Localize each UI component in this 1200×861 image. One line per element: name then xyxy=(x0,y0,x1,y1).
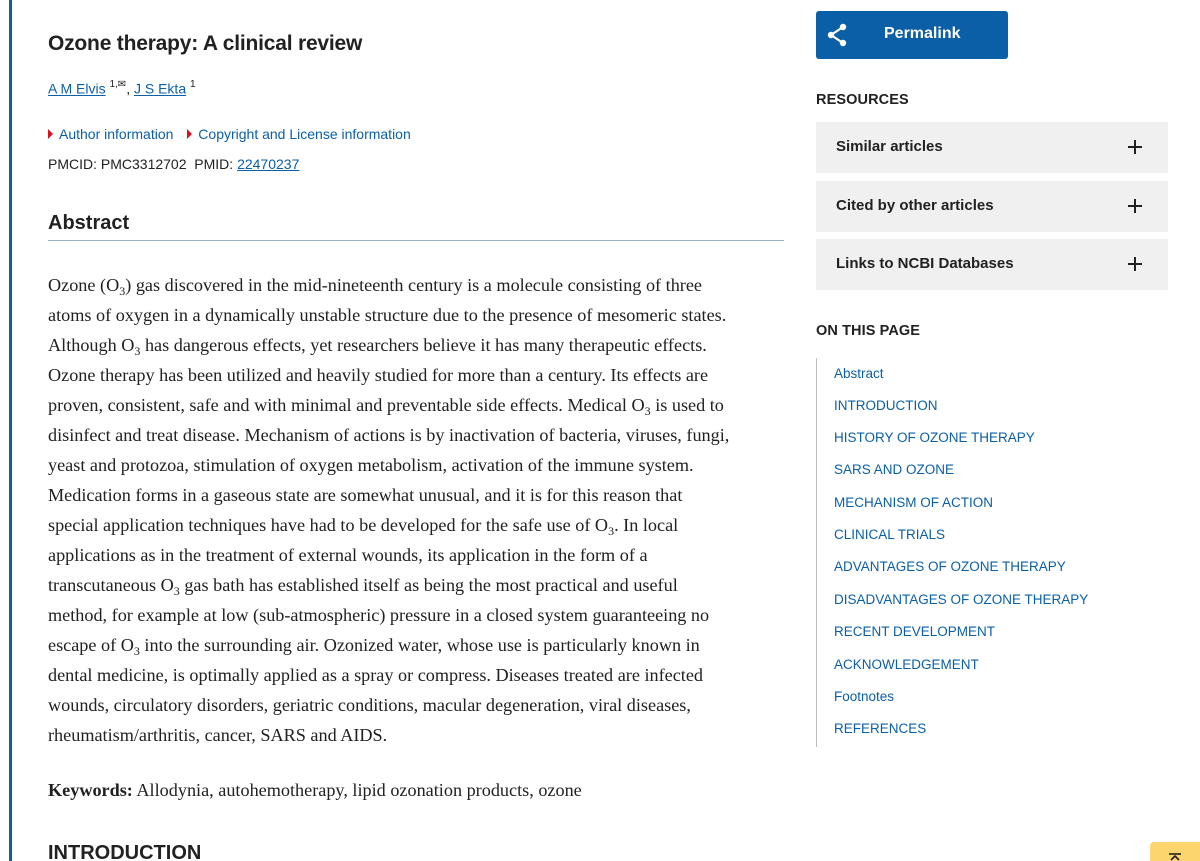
toc-item-footnotes[interactable]: Footnotes xyxy=(834,689,895,704)
keywords xyxy=(48,780,582,801)
subscript: 3 xyxy=(644,404,651,418)
abstract-line xyxy=(48,330,788,360)
toc-item-abstract[interactable]: Abstract xyxy=(834,366,884,381)
abstract-line xyxy=(48,720,788,750)
abstract-text-run: Ozone (O xyxy=(48,275,120,295)
article-info-links xyxy=(48,126,421,142)
pmcid-label: PMCID: xyxy=(48,156,97,172)
toc-item-recent-development[interactable]: RECENT DEVELOPMENT xyxy=(834,624,996,639)
author-list xyxy=(48,80,196,97)
cited-by-accordion[interactable] xyxy=(816,181,1168,232)
toc-item-disadvantages[interactable]: DISADVANTAGES OF OZONE THERAPY xyxy=(834,592,1089,607)
author-information-label: Author information xyxy=(59,126,174,142)
author-link[interactable]: A M Elvis xyxy=(48,80,106,97)
toc-item-clinical-trials[interactable]: CLINICAL TRIALS xyxy=(834,527,946,542)
abstract-line xyxy=(48,390,788,420)
abstract-text-run: transcutaneous O xyxy=(48,575,174,595)
accordion-label: Cited by other articles xyxy=(836,197,994,214)
share-icon xyxy=(826,23,848,47)
abstract-text-run: . In local xyxy=(614,515,679,535)
permalink-label: Permalink xyxy=(884,25,961,42)
abstract-text-run: Although O xyxy=(48,335,135,355)
abstract-text-run: proven, consistent, safe and with minimal and preventable side effects. Medical O xyxy=(48,395,645,415)
pmid-label: PMID: xyxy=(194,156,234,172)
accordion-label: Links to NCBI Databases xyxy=(836,255,1014,272)
toc-item-history[interactable]: HISTORY OF OZONE THERAPY xyxy=(834,430,1035,445)
abstract-text-run: applications as in the treatment of external wounds, its application in the form of a xyxy=(48,545,648,565)
abstract-line xyxy=(48,420,788,450)
author-affiliation-sup[interactable]: 1,✉ xyxy=(109,79,127,90)
abstract-line xyxy=(48,450,788,480)
ncbi-databases-accordion[interactable] xyxy=(816,239,1168,290)
abstract-text-run: disinfect and treat disease. Mechanism of actions is by inactivation of bacteria, viruses, fungi, xyxy=(48,425,730,445)
abstract-line xyxy=(48,480,788,510)
article-identifiers xyxy=(48,156,299,172)
subscript: 3 xyxy=(608,524,615,538)
toc-item-sars[interactable]: SARS AND OZONE xyxy=(834,462,955,477)
copyright-license-label: Copyright and License information xyxy=(198,126,411,142)
accordion-label: Similar articles xyxy=(836,138,943,155)
keywords-label: Keywords: xyxy=(48,780,133,800)
abstract-text-run: is used to xyxy=(650,395,724,415)
pmid-link[interactable]: 22470237 xyxy=(237,156,300,172)
abstract-heading: Abstract xyxy=(48,212,784,241)
on-this-page-heading: ON THIS PAGE xyxy=(816,323,921,339)
abstract-line xyxy=(48,270,788,300)
abstract-text-run: gas bath has established itself as being the most practical and useful xyxy=(179,575,678,595)
abstract-text-run: special application techniques have had to be developed for the safe use of O xyxy=(48,515,609,535)
toc-item-introduction[interactable]: INTRODUCTION xyxy=(834,398,938,413)
abstract-text-run: method, for example at low (sub-atmospheric) pressure in a closed system guaranteeing no xyxy=(48,605,710,625)
plus-icon xyxy=(1128,140,1142,154)
article-title: Ozone therapy: A clinical review xyxy=(48,32,363,55)
subscript: 3 xyxy=(173,584,180,598)
abstract-text-run: has dangerous effects, yet researchers believe it has many therapeutic effects. xyxy=(140,335,707,355)
abstract-line xyxy=(48,300,788,330)
expand-triangle-icon xyxy=(48,129,53,139)
permalink-button[interactable] xyxy=(816,11,1008,59)
author-separator: , xyxy=(126,80,131,97)
abstract-text-run: dental medicine, is optimally applied as a spray or compress. Diseases treated are infected xyxy=(48,665,704,685)
introduction-heading: INTRODUCTION xyxy=(48,842,202,861)
toc-item-acknowledgement[interactable]: ACKNOWLEDGEMENT xyxy=(834,657,979,672)
subscript: 3 xyxy=(119,284,126,298)
copyright-license-toggle[interactable] xyxy=(187,126,410,142)
toc-item-mechanism[interactable]: MECHANISM OF ACTION xyxy=(834,495,994,510)
abstract-text-run: Ozone therapy has been utilized and heavily studied for more than a century. Its effects are xyxy=(48,365,709,385)
author-affiliation-sup[interactable]: 1 xyxy=(190,79,196,90)
abstract-text xyxy=(48,270,788,750)
on-this-page-nav xyxy=(816,358,1168,747)
abstract-line xyxy=(48,540,788,570)
subscript: 3 xyxy=(133,644,140,658)
abstract-text-run: wounds, circulatory disorders, geriatric conditions, macular degeneration, viral diseases, xyxy=(48,695,691,715)
similar-articles-accordion[interactable] xyxy=(816,122,1168,173)
back-to-top-button[interactable] xyxy=(1150,842,1200,861)
toc-item-advantages[interactable]: ADVANTAGES OF OZONE THERAPY xyxy=(834,559,1066,574)
plus-icon xyxy=(1128,257,1142,271)
abstract-text-run: ) gas discovered in the mid-nineteenth century is a molecule consisting of three xyxy=(125,275,702,295)
subscript: 3 xyxy=(134,344,141,358)
abstract-line xyxy=(48,690,788,720)
abstract-text-run: Medication forms in a gaseous state are somewhat unusual, and it is for this reason that xyxy=(48,485,683,505)
expand-triangle-icon xyxy=(187,129,192,139)
abstract-text-run: atoms of oxygen in a dynamically unstable structure due to the presence of mesomeric states. xyxy=(48,305,727,325)
abstract-text-run: into the surrounding air. Ozonized water, whose use is particularly known in xyxy=(139,635,700,655)
abstract-line xyxy=(48,600,788,630)
author-link[interactable]: J S Ekta xyxy=(133,80,187,97)
abstract-line xyxy=(48,630,788,660)
abstract-line xyxy=(48,360,788,390)
abstract-line xyxy=(48,660,788,690)
abstract-text-run: yeast and protozoa, stimulation of oxygen metabolism, activation of the immune system. xyxy=(48,455,694,475)
pmcid-value: PMC3312702 xyxy=(100,156,187,172)
resources-heading: RESOURCES xyxy=(816,92,909,108)
arrow-up-icon xyxy=(1169,852,1181,861)
plus-icon xyxy=(1128,199,1142,213)
abstract-text-run: rheumatism/arthritis, cancer, SARS and AIDS. xyxy=(48,725,388,745)
keywords-value: Allodynia, autohemotherapy, lipid ozonation products, ozone xyxy=(136,780,582,800)
toc-item-references[interactable]: REFERENCES xyxy=(834,721,927,736)
abstract-line xyxy=(48,570,788,600)
page-left-accent-bar xyxy=(9,0,12,861)
abstract-line xyxy=(48,510,788,540)
abstract-text-run: escape of O xyxy=(48,635,134,655)
author-information-toggle[interactable] xyxy=(48,126,173,142)
